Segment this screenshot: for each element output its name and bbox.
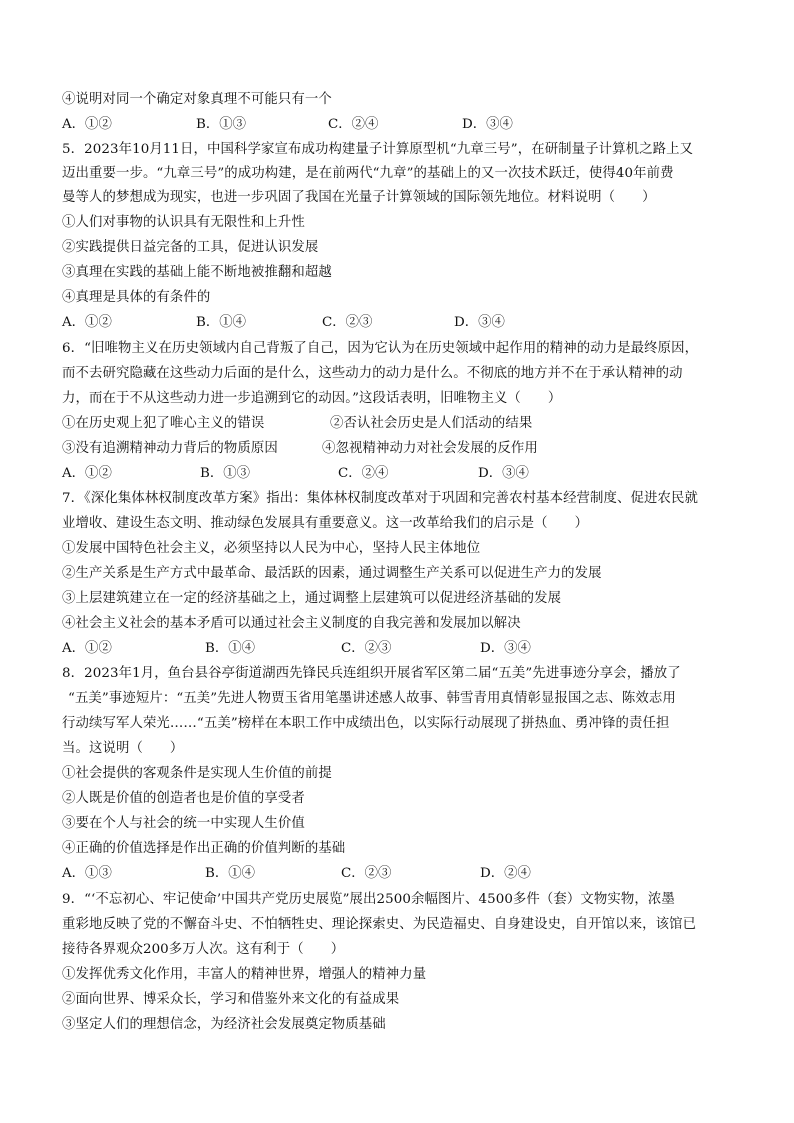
q8-option-b: B．①④ xyxy=(205,866,256,881)
q6-option-b: B．①③ xyxy=(200,466,251,481)
q7-option-d: D．③④ xyxy=(480,641,531,656)
q5-option-a: A．①② xyxy=(62,315,112,330)
q8-statement-1: ①社会提供的客观条件是实现人生价值的前提 xyxy=(62,766,332,781)
q6-stem-line-3: 力，而在于不从这些动力进一步追溯到它的动因。”这段话表明，旧唯物主义（ ） xyxy=(62,391,562,406)
q5-option-d: D．③④ xyxy=(454,315,505,330)
q6-option-d: D．③④ xyxy=(478,466,529,481)
option-a: A．①② xyxy=(62,117,112,132)
q6-option-c: C．②④ xyxy=(338,466,389,481)
q7-option-a: A．①② xyxy=(62,641,112,656)
q8-statement-4: ④正确的价值选择是作出正确的价值判断的基础 xyxy=(62,841,346,856)
q8-statement-3: ③要在个人与社会的统一中实现人生价值 xyxy=(62,816,305,831)
q6-statement-3: ③没有追溯精神动力背后的物质原因 xyxy=(62,441,278,456)
q6-stem-line-2: 而不去研究隐藏在这些动力后面的是什么，这些动力的动力是什么。不彻底的地方并不在于承认精神的动 xyxy=(62,366,683,381)
q7-statement-2: ②生产关系是生产方式中最革命、最活跃的因素，通过调整生产关系可以促进生产力的发展 xyxy=(62,566,602,581)
q9-stem-line-2: 重彩地反映了党的不懈奋斗史、不怕牺牲史、理论探索史、为民造福史、自身建设史，自开馆以来，该馆已 xyxy=(62,917,697,932)
q5-option-c: C．②③ xyxy=(322,315,373,330)
q5-stem-line-3: 曼等人的梦想成为现实，也进一步巩固了我国在光量子计算领域的国际领先地位。材料说明（ ） xyxy=(62,190,656,205)
q8-option-c: C．②③ xyxy=(341,866,392,881)
q8-stem-line-3: 行动续写军人荣光……“五美”榜样在本职工作中成绩出色，以实际行动展现了拼热血、勇冲锋的责任担 xyxy=(62,716,670,731)
q7-statement-3: ③上层建筑建立在一定的经济基础之上，通过调整上层建筑可以促进经济基础的发展 xyxy=(62,591,562,606)
q5-statement-1: ①人们对事物的认识具有无限性和上升性 xyxy=(62,215,305,230)
q6-statement-1: ①在历史观上犯了唯心主义的错误 xyxy=(62,416,265,431)
q5-statement-2: ②实践提供日益完备的工具，促进认识发展 xyxy=(62,240,319,255)
q5-option-b: B．①④ xyxy=(196,315,247,330)
q9-stem-line-1: 9．“‘不忘初心、牢记使命’中国共产党历史展览”展出2500余幅图片、4500多件（套）文物实物，浓墨 xyxy=(62,892,675,907)
q7-option-b: B．①④ xyxy=(205,641,256,656)
q5-stem-line-2: 迈出重要一步。“九章三号”的成功构建，是在前两代“九章”的基础上的又一次技术跃迁，使得40年前费 xyxy=(62,166,674,181)
option-b: B．①③ xyxy=(196,117,247,132)
q6-stem-line-1: 6．“旧唯物主义在历史领域内自己背叛了自己，因为它认为在历史领域中起作用的精神的动力是最终原因， xyxy=(62,341,699,356)
q8-stem-line-1: 8．2023年1月，鱼台县谷亭街道湖西先锋民兵连组织开展省军区第二届“五美”先进事迹分享会，播放了 xyxy=(62,666,681,681)
statement-4: ④说明对同一个确定对象真理不可能只有一个 xyxy=(62,92,332,107)
q9-statement-1: ①发挥优秀文化作用，丰富人的精神世界，增强人的精神力量 xyxy=(62,967,427,982)
q8-option-a: A．①③ xyxy=(62,866,112,881)
q6-statement-4: ④忽视精神动力对社会发展的反作用 xyxy=(322,441,538,456)
q6-statement-2: ②否认社会历史是人们活动的结果 xyxy=(330,416,533,431)
q7-statement-4: ④社会主义社会的基本矛盾可以通过社会主义制度的自我完善和发展加以解决 xyxy=(62,616,521,631)
option-d: D．③④ xyxy=(462,117,513,132)
q7-option-c: C．②③ xyxy=(341,641,392,656)
q8-statement-2: ②人既是价值的创造者也是价值的享受者 xyxy=(62,791,305,806)
q6-option-a: A．①② xyxy=(62,466,112,481)
option-c: C．②④ xyxy=(328,117,379,132)
q7-stem-line-2: 业增收、建设生态文明、推动绿色发展具有重要意义。这一改革给我们的启示是（ ） xyxy=(62,516,589,531)
q7-stem-line-1: 7．《深化集体林权制度改革方案》指出：集体林权制度改革对于巩固和完善农村基本经营制度、促进农民就 xyxy=(62,491,698,506)
q5-statement-3: ③真理在实践的基础上能不断地被推翻和超越 xyxy=(62,265,332,280)
q5-stem-line-1: 5．2023年10月11日，中国科学家宣布成功构建量子计算原型机“九章三号”，在研制量子计算机之路上又 xyxy=(62,142,694,157)
q9-statement-2: ②面向世界、博采众长，学习和借鉴外来文化的有益成果 xyxy=(62,992,400,1007)
q7-statement-1: ①发展中国特色社会主义，必须坚持以人民为中心，坚持人民主体地位 xyxy=(62,541,481,556)
q5-statement-4: ④真理是具体的有条件的 xyxy=(62,290,211,305)
q8-stem-line-4: 当。这说明（ ） xyxy=(62,741,184,756)
q8-option-d: D．②④ xyxy=(480,866,531,881)
q9-statement-3: ③坚定人们的理想信念，为经济社会发展奠定物质基础 xyxy=(62,1017,386,1032)
q8-stem-line-2: “五美”事迹短片：“五美”先进人物贾玉省用笔墨讲述感人故事、韩雪青用真情彰显报国之志、陈效志用 xyxy=(68,691,676,706)
q9-stem-line-3: 接待各界观众200多万人次。这有利于（ ） xyxy=(62,942,345,957)
